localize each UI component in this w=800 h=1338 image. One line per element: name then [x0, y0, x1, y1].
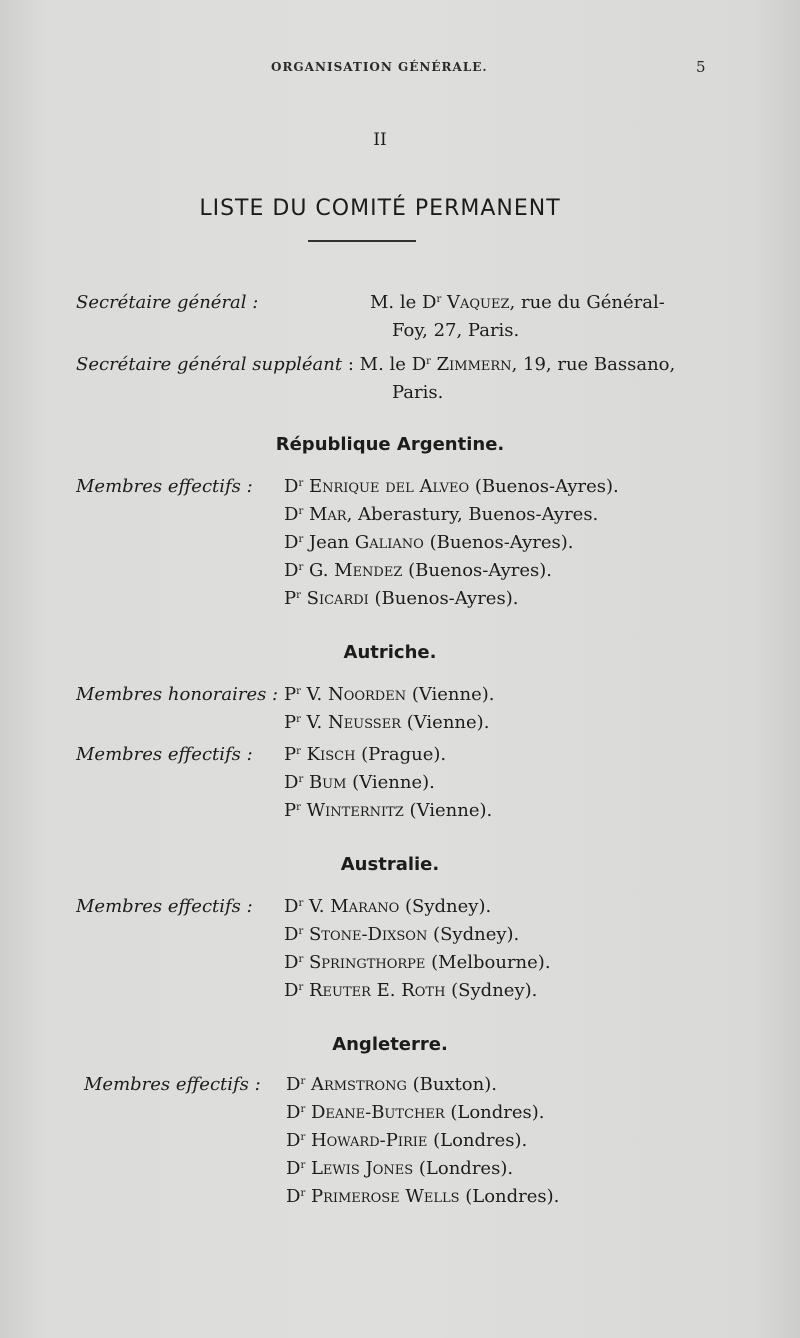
running-head: ORGANISATION GÉNÉRALE.	[271, 60, 488, 74]
title-rule	[308, 240, 416, 242]
page-header	[0, 60, 800, 82]
list-item: $P^r$ V. Noorden (Vienne).	[284, 684, 495, 705]
section-title-angleterre: Angleterre.	[332, 1034, 448, 1055]
list-item: $P^r$ Kisch (Prague).	[284, 744, 447, 765]
list-item: $D^r$ Deane-Butcher (Londres).	[286, 1102, 545, 1123]
group-label: Membres effectifs :	[84, 1074, 261, 1095]
list-item: $P^r$ Sicardi (Buenos-Ayres).	[284, 588, 519, 609]
page-title: LISTE DU COMITÉ PERMANENT	[199, 196, 561, 221]
list-item: $D^r$ Bum (Vienne).	[284, 772, 435, 793]
list-item: $D^r$ V. Marano (Sydney).	[284, 896, 492, 917]
list-item: $D^r$ G. Mendez (Buenos-Ayres).	[284, 560, 553, 581]
list-item: $D^r$ Mar, Aberastury, Buenos-Ayres.	[284, 504, 599, 525]
list-item: $D^r$ Primerose Wells (Londres).	[286, 1186, 560, 1207]
secretary-sub-line-1: Secrétaire général suppléant : M. le $D^r$ Zimmern, 19, rue Bassano,	[76, 354, 676, 375]
list-item: $P^r$ V. Neusser (Vienne).	[284, 712, 490, 733]
list-item: $D^r$ Jean Galiano (Buenos-Ayres).	[284, 532, 574, 553]
section-title-argentine: République Argentine.	[275, 434, 505, 455]
section-title-australie: Australie.	[340, 854, 440, 875]
secretary-line-1: M. le $D^r$ Vaquez, rue du Général-	[370, 292, 665, 313]
secretary-sub-line-2: Paris.	[392, 382, 444, 403]
secretary-label: Secrétaire général :	[76, 292, 259, 313]
page-number: 5	[696, 58, 706, 76]
list-item: $D^r$ Howard-Pirie (Londres).	[286, 1130, 528, 1151]
group-label: Membres honoraires :	[76, 684, 279, 705]
section-title-autriche: Autriche.	[343, 642, 437, 663]
secretary-line-2: Foy, 27, Paris.	[392, 320, 520, 341]
list-item: $D^r$ Enrique del Alveo (Buenos-Ayres).	[284, 476, 619, 497]
group-label: Membres effectifs :	[76, 744, 253, 765]
list-item: $D^r$ Armstrong (Buxton).	[286, 1074, 497, 1095]
list-item: $D^r$ Springthorpe (Melbourne).	[284, 952, 551, 973]
list-item: $D^r$ Reuter E. Roth (Sydney).	[284, 980, 538, 1001]
chapter-number: II	[373, 130, 387, 150]
group-label: Membres effectifs :	[76, 896, 253, 917]
list-item: $D^r$ Lewis Jones (Londres).	[286, 1158, 514, 1179]
list-item: $D^r$ Stone-Dixson (Sydney).	[284, 924, 520, 945]
list-item: $P^r$ Winternitz (Vienne).	[284, 800, 493, 821]
group-label: Membres effectifs :	[76, 476, 253, 497]
